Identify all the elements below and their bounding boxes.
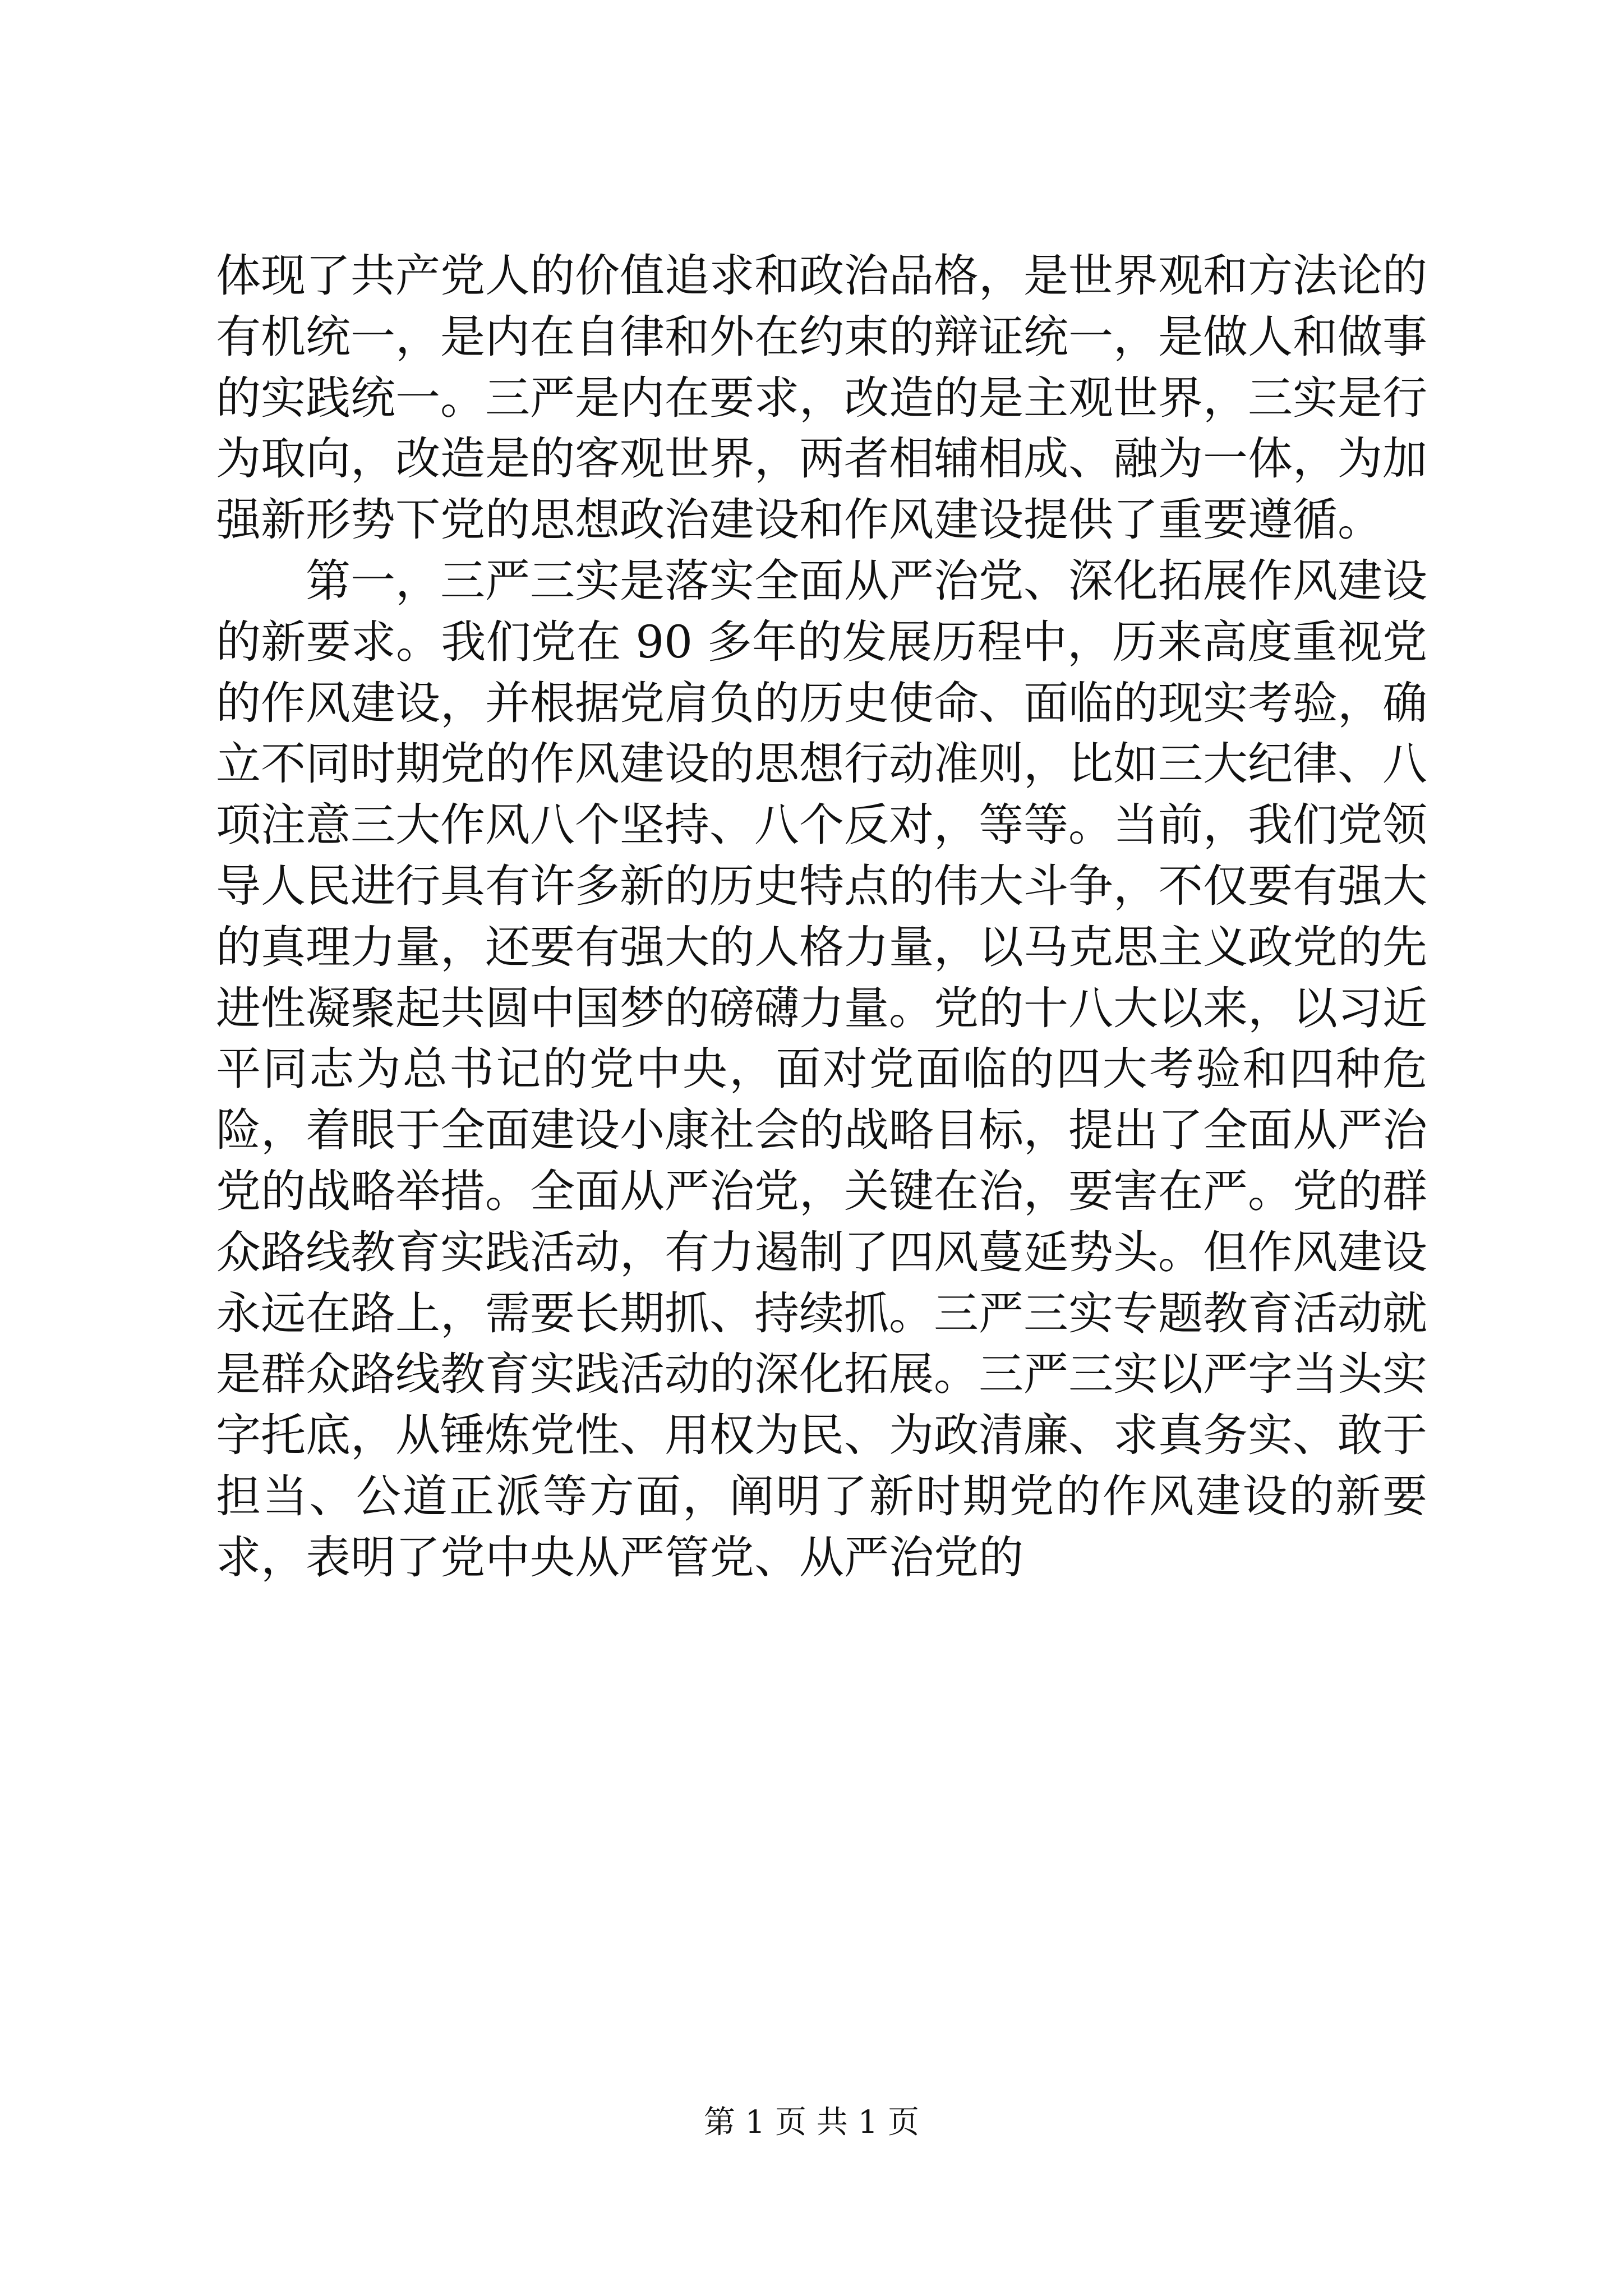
page-number-footer: 第 1 页 共 1 页 — [703, 2104, 920, 2141]
paragraph-continuation: 体现了共产党人的价值追求和政治品格，是世界观和方法论的有机统一，是内在自律和外在约束的辩证统一，是做人和做事的实践统一。三严是内在要求，改造的是主观世界，三实是行为取向，改造是的客观世界，两者相辅相成、融为一体，为加强新形势下党的思想政治建设和作风建设提供了重要遵循。 — [216, 250, 1427, 546]
document-body — [216, 246, 1427, 1589]
paragraph-first-point: 第一，三严三实是落实全面从严治党、深化拓展作风建设的新要求。我们党在 90 多年的发展历程中，历来高度重视党的作风建设，并根据党肩负的历史使命、面临的现实考验，确立不同时期党的作风建设的思想行动准则，比如三大纪律、八项注意三大作风八个坚持、八个反对，等等。当前，我们党领导人民进行具有许多新的历史特点的伟大斗争，不仅要有强大的真理力量，还要有强大的人格力量，以马克思主义政党的先进性凝聚起共圆中国梦的磅礴力量。党的十八大以来，以习近平同志为总书记的党中央，面对党面临的四大考验和四种危险，着眼于全面建设小康社会的战略目标，提出了全面从严治党的战略举措。全面从严治党，关键在治，要害在严。党的群众路线教育实践活动，有力遏制了四风蔓延势头。但作风建设永远在路上，需要长期抓、持续抓。三严三实专题教育活动就是群众路线教育实践活动的深化拓展。三严三实以严字当头实字托底，从锤炼党性、用权为民、为政清廉、求真务实、敢于担当、公道正派等方面，阐明了新时期党的作风建设的新要求，表明了党中央从严管党、从严治党的 — [216, 554, 1427, 1584]
